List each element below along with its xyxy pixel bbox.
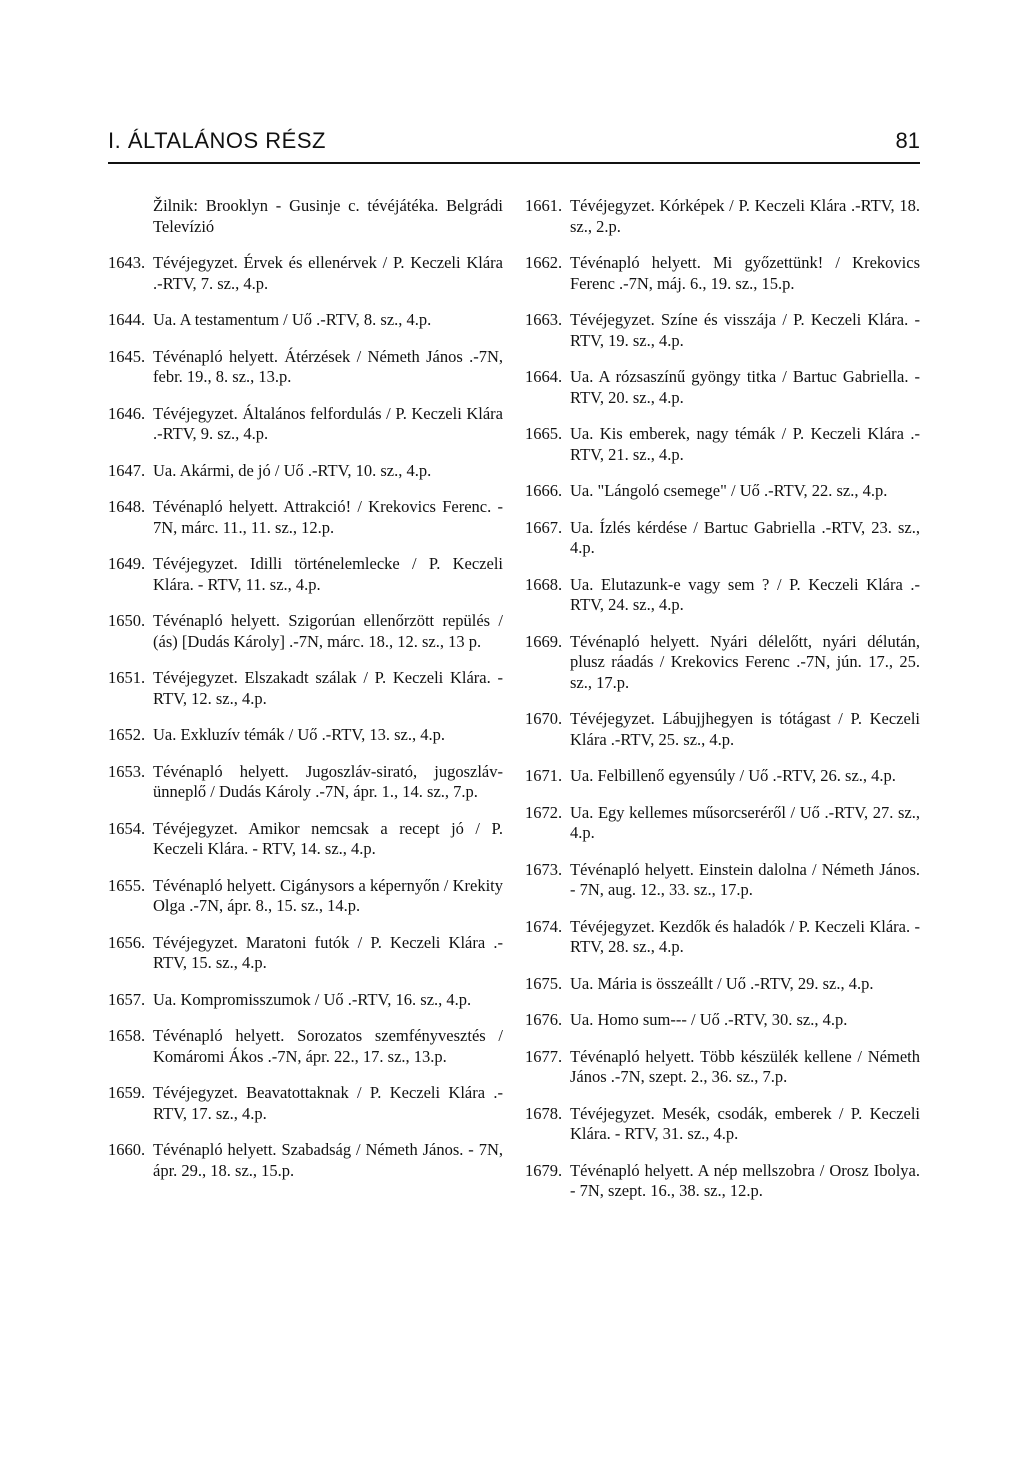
- page-number: 81: [895, 128, 920, 153]
- section-title: I. ÁLTALÁNOS RÉSZ: [108, 128, 326, 153]
- bibliography-entry: [108, 668, 503, 709]
- entry-text: Tévénapló helyett. Mi győzettünk! / Krekovics Ferenc .-7N, máj. 6., 19. sz., 15.p.: [570, 253, 920, 293]
- entry-text: Žilnik: Brooklyn - Gusinje c. tévéjátéka. Belgrádi Televízió: [153, 196, 503, 236]
- entry-text: Tévéjegyzet. Beavatottaknak / P. Keczeli Klára .-RTV, 17. sz., 4.p.: [153, 1083, 503, 1123]
- bibliography-entry: [108, 819, 503, 860]
- bibliography-entry: [525, 632, 920, 694]
- bibliography-entry: [525, 518, 920, 559]
- entry-text: Ua. Mária is összeállt / Uő .-RTV, 29. sz., 4.p.: [570, 973, 874, 993]
- entry-number: 1653.: [108, 761, 146, 781]
- bibliography-entry: [525, 481, 920, 502]
- entry-text: Ua. A rózsaszínű gyöngy titka / Bartuc Gabriella. - RTV, 20. sz., 4.p.: [570, 367, 920, 407]
- entry-number: 1650.: [108, 611, 146, 630]
- bibliography-entry: [108, 933, 503, 974]
- entry-number: 1671.: [525, 766, 563, 785]
- entry-number: 1661.: [525, 196, 563, 215]
- bibliography-entry: [108, 876, 503, 917]
- entry-number: 1660.: [108, 1140, 146, 1159]
- entry-text: Tévénapló helyett. Szigorúan ellenőrzött repülés / (ás) [Dudás Károly] .-7N, márc. 18., 12. sz., 13 p.: [153, 611, 503, 651]
- bibliography-entry: [525, 803, 920, 844]
- bibliography-entry: [108, 762, 503, 803]
- entry-number: 1664.: [525, 367, 563, 386]
- entry-number: 1643.: [108, 253, 146, 272]
- bibliography-entry: [108, 497, 503, 538]
- entry-text: Tévéjegyzet. Színe és visszája / P. Keczeli Klára. - RTV, 19. sz., 4.p.: [570, 310, 920, 350]
- bibliography-entry: [108, 1026, 503, 1067]
- entry-number: 1644.: [108, 310, 146, 329]
- entry-text: Tévénapló helyett. Sorozatos szemfényvesztés / Komáromi Ákos .-7N, ápr. 22., 17. sz., 13.p.: [153, 1026, 503, 1066]
- bibliography-entry: [525, 860, 920, 901]
- entry-number: 1667.: [525, 517, 563, 537]
- entry-number: 1655.: [108, 875, 146, 895]
- entry-text: Ua. Elutazunk-e vagy sem ? / P. Keczeli Klára .-RTV, 24. sz., 4.p.: [570, 574, 920, 614]
- entry-text: Ua. Homo sum--- / Uő .-RTV, 30. sz., 4.p.: [570, 1010, 848, 1029]
- bibliography-entry: [108, 347, 503, 388]
- bibliography-entry: [525, 1161, 920, 1202]
- entry-text: Ua. Akármi, de jó / Uő .-RTV, 10. sz., 4.p.: [153, 460, 432, 480]
- entry-text: Ua. Kis emberek, nagy témák / P. Keczeli Klára .-RTV, 21. sz., 4.p.: [570, 424, 920, 464]
- entry-text: Tévéjegyzet. Elszakadt szálak / P. Keczeli Klára. - RTV, 12. sz., 4.p.: [153, 668, 503, 708]
- bibliography-entry: [108, 990, 503, 1011]
- entry-number: 1678.: [525, 1103, 563, 1123]
- entry-text: Tévéjegyzet. Kórképek / P. Keczeli Klára .-RTV, 18. sz., 2.p.: [570, 196, 920, 236]
- entry-number: 1645.: [108, 346, 146, 366]
- entry-text: Tévénapló helyett. Szabadság / Németh János. - 7N, ápr. 29., 18. sz., 15.p.: [153, 1140, 503, 1180]
- entry-number: 1646.: [108, 403, 146, 423]
- entry-text: Ua. Ízlés kérdése / Bartuc Gabriella .-RTV, 23. sz., 4.p.: [570, 517, 920, 557]
- entry-number: 1647.: [108, 460, 146, 480]
- left-column: [108, 196, 503, 1197]
- entry-text: Ua. Exkluzív témák / Uő .-RTV, 13. sz., 4.p.: [153, 725, 445, 744]
- bibliography-entry: [108, 1083, 503, 1124]
- running-header: [108, 126, 920, 164]
- bibliography-entry: [108, 253, 503, 294]
- entry-number: 1648.: [108, 497, 146, 516]
- entry-text: Tévénapló helyett. A nép mellszobra / Orosz Ibolya. - 7N, szept. 16., 38. sz., 12.p.: [570, 1160, 920, 1200]
- entry-text: Tévénapló helyett. Átérzések / Németh János .-7N, febr. 19., 8. sz., 13.p.: [153, 346, 503, 386]
- entry-number: 1679.: [525, 1160, 563, 1180]
- entry-number: 1676.: [525, 1010, 563, 1029]
- entry-text: Tévéjegyzet. Kezdők és haladók / P. Keczeli Klára. - RTV, 28. sz., 4.p.: [570, 916, 920, 956]
- bibliography-entry: [108, 1140, 503, 1181]
- bibliography-entry: [108, 611, 503, 652]
- entry-number: 1673.: [525, 859, 563, 879]
- entry-text: Ua. Egy kellemes műsorcseréről / Uő .-RTV, 27. sz., 4.p.: [570, 802, 920, 842]
- entry-number: 1662.: [525, 253, 563, 272]
- continuation-entry: [108, 196, 503, 237]
- entry-number: 1675.: [525, 973, 563, 993]
- entry-number: 1669.: [525, 631, 563, 651]
- entry-text: Ua. Felbillenő egyensúly / Uő .-RTV, 26. sz., 4.p.: [570, 766, 896, 785]
- entry-text: Tévénapló helyett. Jugoszláv-sirató, jugoszláv-ünneplő / Dudás Károly .-7N, ápr. 1., 14. sz., 7.p.: [153, 761, 503, 801]
- entry-text: Tévéjegyzet. Idilli történelemlecke / P. Keczeli Klára. - RTV, 11. sz., 4.p.: [153, 554, 503, 594]
- bibliography-entry: [525, 1047, 920, 1088]
- bibliography-entry: [525, 917, 920, 958]
- bibliography-entry: [525, 709, 920, 750]
- entry-number: 1652.: [108, 725, 146, 744]
- bibliography-entry: [108, 725, 503, 746]
- bibliography-entry: [525, 196, 920, 237]
- entry-number: 1674.: [525, 916, 563, 936]
- entry-number: 1665.: [525, 424, 563, 443]
- bibliography-entry: [525, 253, 920, 294]
- entry-number: 1668.: [525, 574, 563, 594]
- entry-text: Tévéjegyzet. Amikor nemcsak a recept jó / P. Keczeli Klára. - RTV, 14. sz., 4.p.: [153, 818, 503, 858]
- entry-text: Tévéjegyzet. Lábujjhegyen is tótágast / P. Keczeli Klára .-RTV, 25. sz., 4.p.: [570, 709, 920, 749]
- bibliography-entry: [525, 1104, 920, 1145]
- bibliography-entry: [525, 310, 920, 351]
- entry-text: Tévéjegyzet. Általános felfordulás / P. Keczeli Klára .-RTV, 9. sz., 4.p.: [153, 403, 503, 443]
- bibliography-entry: [525, 575, 920, 616]
- bibliography-entry: [525, 424, 920, 465]
- bibliography-entry: [525, 367, 920, 408]
- entry-text: Tévénapló helyett. Cigánysors a képernyőn / Krekity Olga .-7N, ápr. 8., 15. sz., 14.p.: [153, 875, 503, 915]
- bibliography-entry: [525, 766, 920, 787]
- entry-number: 1677.: [525, 1046, 563, 1066]
- entry-number: 1663.: [525, 310, 563, 329]
- entry-number: 1659.: [108, 1083, 146, 1102]
- entry-text: Tévénapló helyett. Attrakció! / Krekovics Ferenc. - 7N, márc. 11., 11. sz., 12.p.: [153, 497, 503, 537]
- entry-number: 1658.: [108, 1026, 146, 1045]
- entry-number: 1657.: [108, 989, 146, 1009]
- entry-number: 1649.: [108, 554, 146, 573]
- entry-text: Ua. A testamentum / Uő .-RTV, 8. sz., 4.p.: [153, 310, 432, 329]
- entry-text: Ua. "Lángoló csemege" / Uő .-RTV, 22. sz., 4.p.: [570, 481, 888, 500]
- entry-number: 1654.: [108, 818, 146, 838]
- entry-number: 1656.: [108, 932, 146, 952]
- bibliography-entry: [108, 461, 503, 482]
- entry-text: Tévénapló helyett. Einstein dalolna / Németh János. - 7N, aug. 12., 33. sz., 17.p.: [570, 859, 920, 899]
- bibliography-entry: [525, 974, 920, 995]
- entry-text: Tévénapló helyett. Nyári délelőtt, nyári délután, plusz ráadás / Krekovics Ferenc .-7N, jún. 17., 25. sz., 17.p.: [570, 631, 920, 692]
- entry-number: 1666.: [525, 481, 563, 500]
- entry-text: Ua. Kompromisszumok / Uő .-RTV, 16. sz., 4.p.: [153, 989, 472, 1009]
- bibliography-entry: [108, 554, 503, 595]
- entry-text: Tévénapló helyett. Több készülék kellene / Németh János .-7N, szept. 2., 36. sz., 7.p.: [570, 1046, 920, 1086]
- bibliography-entry: [525, 1010, 920, 1031]
- entry-number: 1651.: [108, 668, 146, 687]
- entry-text: Tévéjegyzet. Érvek és ellenérvek / P. Keczeli Klára .-RTV, 7. sz., 4.p.: [153, 253, 503, 293]
- entry-number: 1670.: [525, 709, 563, 728]
- right-column: [525, 196, 920, 1218]
- bibliography-entry: [108, 404, 503, 445]
- bibliography-entry: [108, 310, 503, 331]
- entry-text: Tévéjegyzet. Mesék, csodák, emberek / P. Keczeli Klára. - RTV, 31. sz., 4.p.: [570, 1103, 920, 1143]
- entry-text: Tévéjegyzet. Maratoni futók / P. Keczeli Klára .- RTV, 15. sz., 4.p.: [153, 932, 503, 972]
- entry-number: 1672.: [525, 802, 563, 822]
